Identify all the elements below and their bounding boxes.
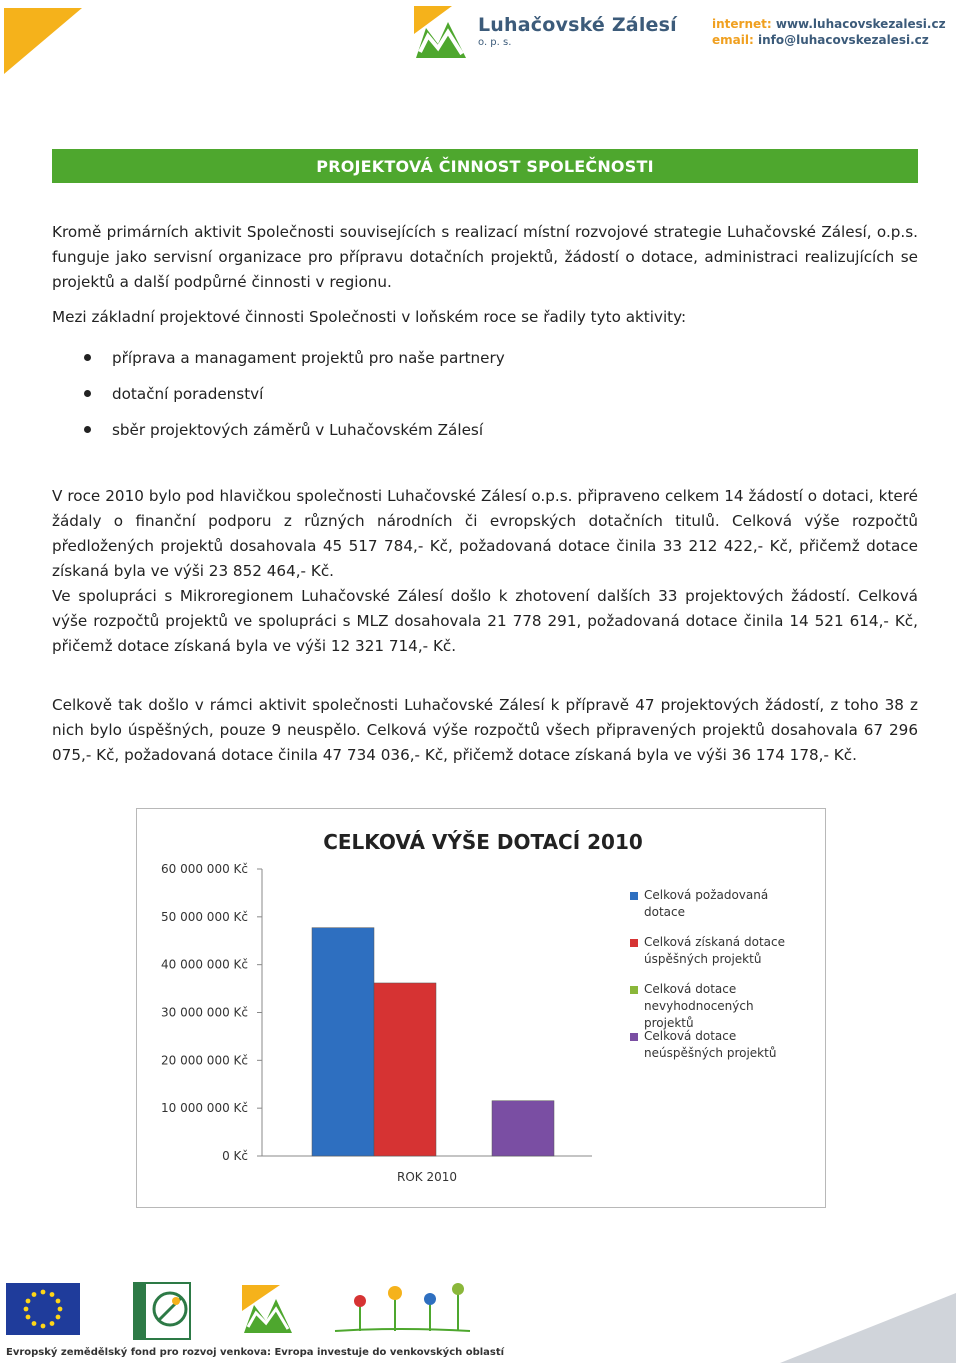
- legend-swatch: [630, 892, 638, 900]
- activities-intro: Mezi základní projektové činnosti Společnosti v loňském roce se řadily tyto aktivity:: [52, 308, 687, 326]
- legend-swatch: [630, 986, 638, 994]
- year-2010-paragraph: V roce 2010 bylo pod hlavičkou společnosti Luhačovské Zálesí o.p.s. připraveno celkem 14 žádostí o dotaci, které žádaly o finanční podporu z různých národních či evropských dotačních titulů. Celková výše rozpočtů předložených projektů dosahovala 45 517 784,- Kč, požadovaná dotace činila 33 212 422,- Kč, přičemž dotace získaná byla ve výši 23 852 464,- Kč.: [52, 487, 918, 580]
- activities-list: [82, 340, 782, 448]
- logo-mark-icon: [412, 4, 470, 60]
- legend-label: Celková požadovaná dotace: [644, 888, 769, 919]
- chart-canvas: [137, 809, 827, 1209]
- y-tick-label: 40 000 000 Kč: [161, 957, 248, 972]
- list-item: sběr projektových záměrů v Luhačovském Zálesí: [82, 412, 782, 448]
- section-title-bar: [52, 149, 918, 183]
- internet-label: internet:: [712, 17, 772, 31]
- bar-1: [312, 928, 374, 1156]
- y-tick-label: 0 Kč: [222, 1149, 248, 1163]
- corner-decoration: [0, 0, 90, 80]
- list-item: dotační poradenství: [82, 376, 782, 412]
- email-link[interactable]: info@luhacovskezalesi.cz: [757, 33, 929, 47]
- legend-label: Celková dotace neúspěšných projektů: [644, 1029, 777, 1060]
- y-tick-label: 60 000 000 Kč: [161, 862, 248, 876]
- y-tick-label: 10 000 000 Kč: [161, 1101, 248, 1116]
- y-tick-label: 20 000 000 Kč: [161, 1053, 248, 1068]
- legend-swatch: [630, 939, 638, 947]
- list-item: příprava a managament projektů pro naše partnery: [82, 340, 782, 376]
- corner-decoration-bottom: [760, 1285, 960, 1365]
- bar-4: [492, 1101, 554, 1156]
- section-title: PROJEKTOVÁ ČINNOST SPOLEČNOSTI: [316, 156, 654, 176]
- intro-paragraph: Kromě primárních aktivit Společnosti souvisejících s realizací místní rozvojové strategie Luhačovské Zálesí, o.p.s. funguje jako servisní organizace pro přípravu dotačních projektů, žádostí o dotace, administraci realizujících se projektů a další podpůrné činnosti v regionu.: [52, 223, 918, 291]
- bar-2: [374, 983, 436, 1156]
- eu-flag-icon: [6, 1283, 80, 1335]
- chart-title: CELKOVÁ VÝŠE DOTACÍ 2010: [323, 830, 643, 854]
- company-logo: [412, 4, 677, 60]
- summary-paragraph: Celkově tak došlo v rámci aktivit společnosti Luhačovské Zálesí k přípravě 47 projektových žádostí, z toho 38 z nich bylo úspěšných, pouze 9 neuspělo. Celková výše rozpočtů všech připravených projektů dosahovala 67 296 075,- Kč, požadovaná dotace činila 47 734 036,- Kč, přičemž dotace získaná byla ve výši 36 174 178,- Kč.: [52, 696, 918, 764]
- y-tick-label: 30 000 000 Kč: [161, 1005, 248, 1020]
- small-company-logo-icon: [242, 1285, 292, 1333]
- flowers-decoration-icon: [335, 1283, 470, 1331]
- legend-label: Celková získaná dotace úspěšných projektů: [644, 935, 785, 966]
- email-label: email:: [712, 33, 754, 47]
- y-tick-label: 50 000 000 Kč: [161, 909, 248, 924]
- legend-label: Celková dotace nevyhodnocených projektů: [644, 982, 754, 1030]
- website-link[interactable]: www.luhacovskezalesi.cz: [775, 17, 946, 31]
- logo-name: Luhačovské Zálesí: [478, 14, 677, 36]
- legend-swatch: [630, 1033, 638, 1041]
- logo-subtitle: o. p. s.: [478, 37, 512, 48]
- mikroregion-paragraph: Ve spolupráci s Mikroregionem Luhačovské Zálesí došlo k zhotovení dalších 33 projektových žádostí. Celková výše rozpočtů projektů ve spolupráci s MLZ dosahovala 21 778 291, požadovaná dotace činila 14 521 614,- Kč, přičemž dotace získaná byla ve výši 12 321 714,- Kč.: [52, 587, 918, 655]
- x-category-label: ROK 2010: [396, 1170, 458, 1184]
- leader-logo-icon: [134, 1283, 190, 1339]
- subsidy-chart: [136, 808, 826, 1208]
- contact-block: [712, 16, 946, 48]
- footer-caption: Evropský zemědělský fond pro rozvoj venkova: Evropa investuje do venkovských oblastí: [6, 1347, 505, 1358]
